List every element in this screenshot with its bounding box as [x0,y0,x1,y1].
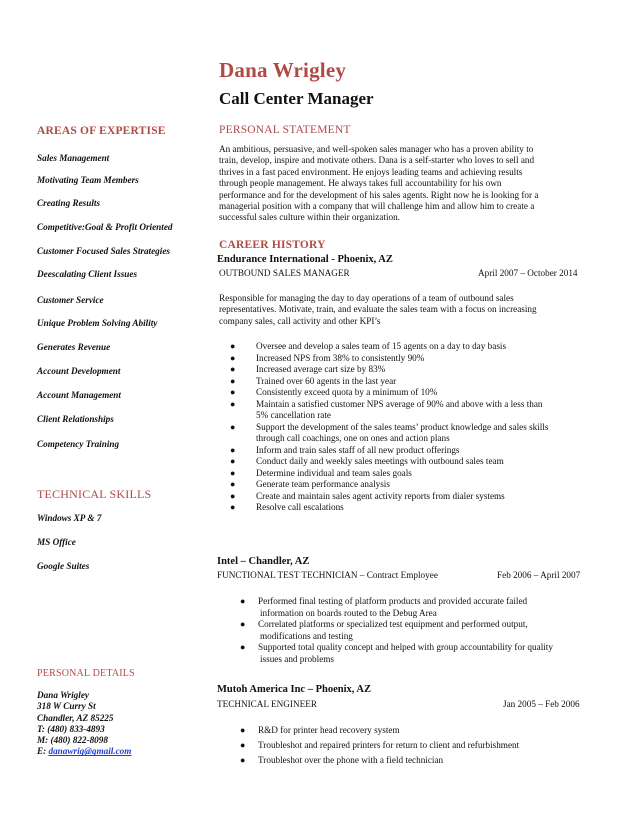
statement-heading: PERSONAL STATEMENT [219,124,351,136]
bullet-item [230,353,590,365]
resume-name: Dana Wrigley [219,58,347,82]
bullet-item [230,387,590,399]
bullet-text: Support the development of the sales teams’ product knowledge and sales skills [256,421,549,432]
job-role: FUNCTIONAL TEST TECHNICIAN – Contract Employee [217,570,438,580]
job-dates: Jan 2005 – Feb 2006 [503,699,580,709]
bullet-text: Maintain a satisfied customer NPS average of 90% and above with a less than [256,398,543,409]
text-line: performance and for the development of his sales agents. Right now he is looking for a [219,189,539,200]
bullet-item [230,479,590,491]
bullet-dot-icon: ● [230,456,236,466]
expertise-item: Motivating Team Members [37,175,139,185]
bullet-item [230,468,590,480]
bullet-item [230,341,590,353]
bullet-dot-icon: ● [230,341,236,351]
bullet-item [230,364,590,376]
bullet-dot-icon: ● [240,740,246,750]
text-line: train, develop, inspire and motivate others. Dana is a self-starter who loves to sell and [219,155,535,166]
bullet-text: Consistently exceed quota by a minimum of 10% [256,387,438,397]
contact-phone-t: T: (480) 833-4893 [37,723,105,734]
bullet-text: Conduct daily and weekly sales meetings with outbound sales team [256,456,504,466]
bullet-dot-icon: ● [230,467,236,478]
job-dates: Feb 2006 – April 2007 [497,570,581,580]
bullet-item [230,422,590,445]
bullet-text: Troubleshot and repaired printers for return to client and refurbishment [258,740,520,750]
bullet-text: Oversee and develop a sales team of 15 agents on a day to day basis [256,341,507,351]
expertise-item: Account Development [37,366,121,376]
job-role: OUTBOUND SALES MANAGER [219,268,350,278]
bullet-dot-icon: ● [230,398,236,409]
bullet-dot-icon: ● [240,725,246,735]
bullet-text: Determine individual and team sales goals [256,467,412,478]
bullet-text: R&D for printer head recovery system [258,725,400,735]
bullet-item [240,753,600,768]
technical-item: MS Office [37,537,76,547]
contact-phone-m: M: (480) 822-8098 [37,735,108,746]
technical-item: Google Suites [37,561,90,571]
contact-email-label: E: [37,746,47,757]
bullet-dot-icon: ● [230,364,236,374]
bullet-dot-icon: ● [230,352,236,363]
contact-name: Dana Wrigley [37,690,89,700]
job-bullet-list [230,341,590,514]
bullet-dot-icon: ● [230,375,236,386]
bullet-item [230,491,590,503]
bullet-item [230,456,590,468]
technical-item: Windows XP & 7 [37,513,102,523]
bullet-item [240,596,600,619]
bullet-text: through call coachings, one on ones and action plans [256,433,450,443]
job-company: Endurance International - Phoenix, AZ [217,254,393,265]
bullet-item [230,376,590,388]
bullet-text: Supported total quality concept and helped with group accountability for quality [258,642,553,652]
bullet-item [230,502,590,514]
expertise-item: Unique Problem Solving Ability [37,318,158,328]
bullet-text: Trained over 60 agents in the last year [256,375,397,386]
contact-city: Chandler, AZ 85225 [37,712,114,723]
bullet-text: Increased average cart size by 83% [256,364,386,374]
bullet-item [240,738,600,753]
resume-title: Call Center Manager [219,89,374,108]
bullet-text: Inform and train sales staff of all new product offerings [256,444,460,455]
bullet-dot-icon: ● [240,619,246,629]
bullet-text: Troubleshot over the phone with a field technician [258,755,444,765]
job-company: Intel – Chandler, AZ [217,556,310,567]
text-line: through people management. He always takes full accountability for his own [219,178,502,189]
expertise-item: Client Relationships [37,414,114,424]
statement-paragraph [219,144,587,224]
expertise-item: Generates Revenue [37,342,111,352]
bullet-text: Correlated platforms or specialized test equipment and performed output, [258,619,528,629]
bullet-text: Generate team performance analysis [256,479,390,489]
bullet-item [230,399,590,422]
bullet-text: 5% cancellation rate [256,410,331,420]
expertise-item: Competency Training [37,439,120,449]
bullet-dot-icon: ● [230,421,236,432]
bullet-dot-icon: ● [230,387,236,397]
bullet-dot-icon: ● [230,444,236,455]
expertise-item: Creating Results [37,198,101,208]
job-summary [219,293,587,327]
text-line: thrives in a fast paced environment. He enjoys leading teams and achieving results [219,166,523,177]
bullet-text: Resolve call escalations [256,502,344,512]
expertise-item: Competitive:Goal & Profit Oriented [37,222,173,232]
bullet-dot-icon: ● [230,479,236,489]
bullet-dot-icon: ● [230,490,236,501]
bullet-item [240,642,600,665]
expertise-item: Customer Service [37,295,104,305]
job-dates: April 2007 – October 2014 [478,268,578,278]
bullet-text: issues and problems [260,653,335,664]
career-heading: CAREER HISTORY [219,239,326,251]
job-bullet-list [240,723,600,768]
job-company: Mutoh America Inc – Phoenix, AZ [217,684,371,695]
bullet-item [230,445,590,457]
job-role: TECHNICAL ENGINEER [217,699,317,709]
job-bullet-list [240,596,600,665]
bullet-text: Increased NPS from 38% to consistently 90% [256,352,425,363]
expertise-item: Account Management [37,390,121,400]
technical-heading: TECHNICAL SKILLS [37,487,152,501]
text-line: Responsible for managing the day to day operations of a team of outbound sales [219,293,514,303]
bullet-text: modifications and testing [260,630,353,641]
contact-email-row [37,746,131,757]
text-line: representatives. Motivate, train, and evaluate the sales team with a focus on increasing [219,304,537,315]
bullet-text: Performed final testing of platform products and provided accurate failed [258,596,528,606]
email-link[interactable]: danawrig@gmail.com [48,746,132,757]
contact-street: 318 W Curry St [37,701,96,712]
text-line: successful sales culture within their organization. [219,212,400,223]
expertise-heading: AREAS OF EXPERTISE [37,125,166,137]
expertise-item: Customer Focused Sales Strategies [37,246,170,256]
contact-block [37,690,131,758]
text-line: An ambitious, persuasive, and well-spoken sales manager who has a proven ability to [219,144,534,154]
expertise-item: Deescalating Client Issues [37,269,138,279]
personal-heading: PERSONAL DETAILS [37,668,135,679]
bullet-dot-icon: ● [240,642,246,652]
bullet-dot-icon: ● [230,502,236,512]
bullet-text: information on boards routed to the Debug Area [260,607,437,618]
bullet-dot-icon: ● [240,596,246,606]
expertise-item: Sales Management [37,153,110,163]
bullet-item [240,723,600,738]
text-line: managerial position with a company that will challenge him and allow him to create a [219,201,535,212]
bullet-item [240,619,600,642]
bullet-dot-icon: ● [240,755,246,765]
text-line: company sales, call activity and other KPI’s [219,315,381,326]
bullet-text: Create and maintain sales agent activity reports from dialer systems [256,490,505,501]
